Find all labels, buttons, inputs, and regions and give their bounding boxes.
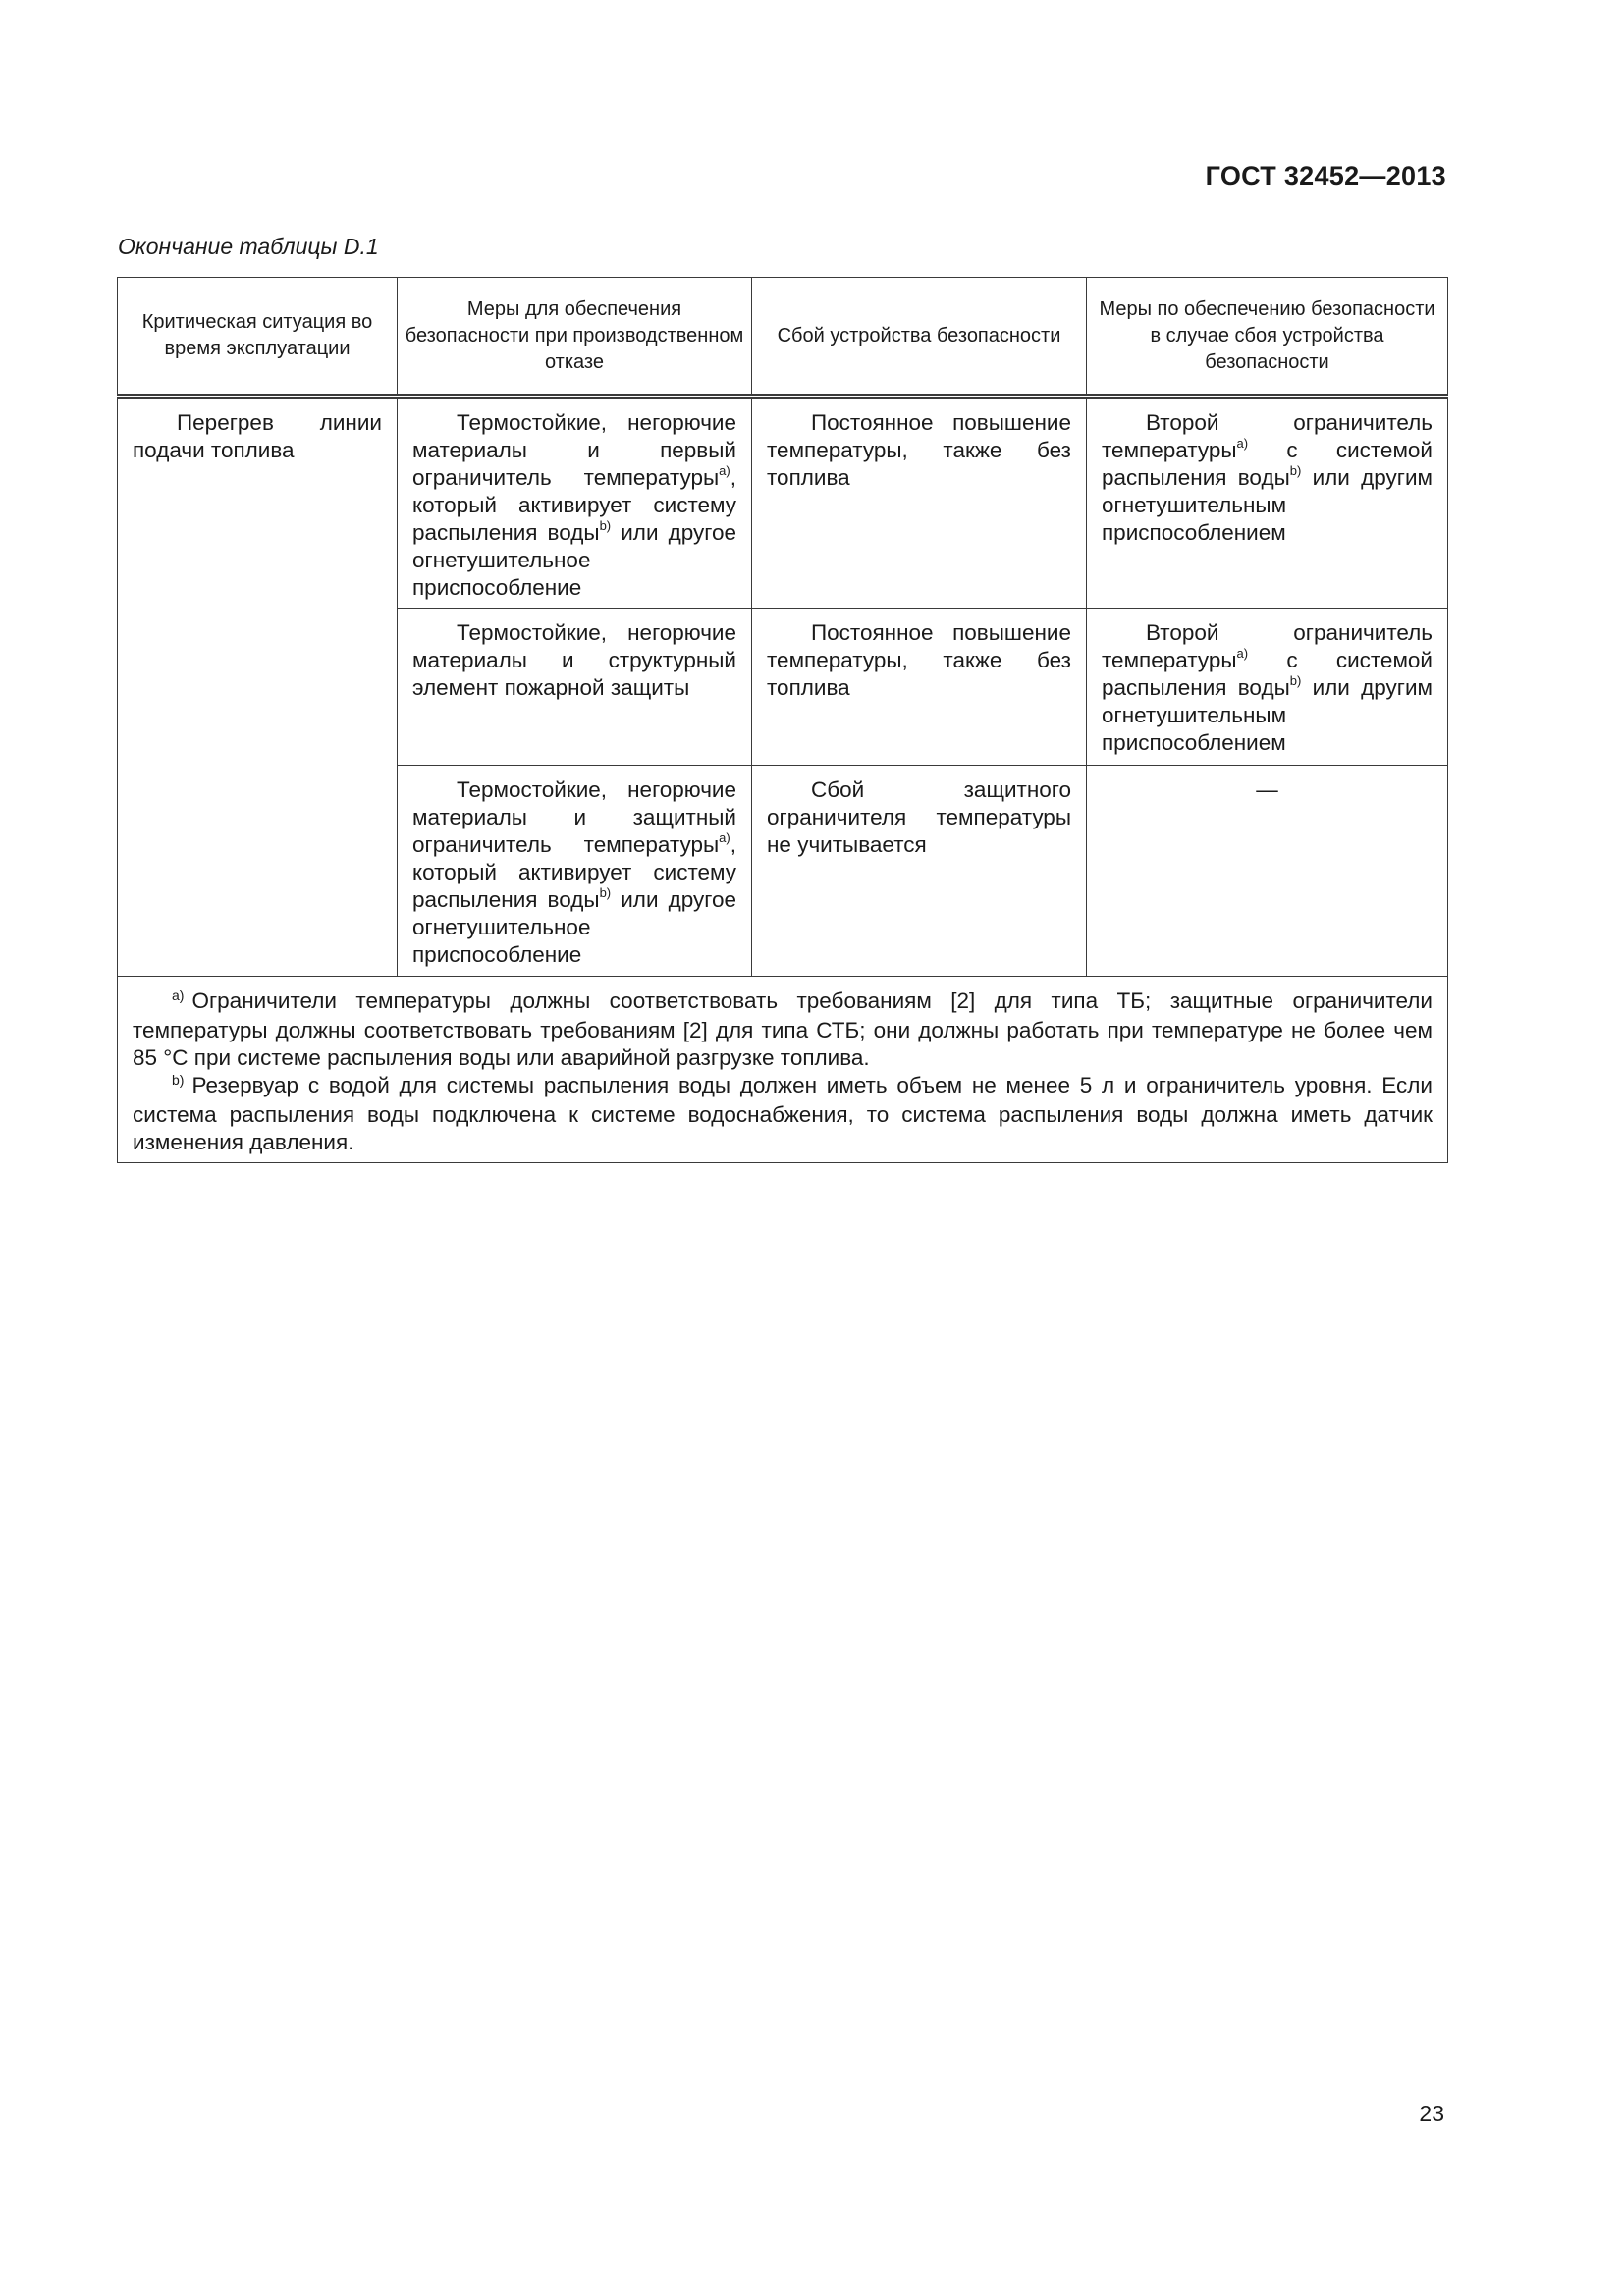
cell-text: или другим огнетушительным приспособлением (1102, 465, 1433, 545)
page-number: 23 (1419, 2101, 1444, 2126)
footnote-ref-a: а) (1236, 645, 1249, 661)
failure-measures-cell: — (1087, 766, 1448, 977)
cell-text: или другое огнетушительное приспособление (412, 520, 736, 600)
cell-text: с системой распыления воды (1102, 648, 1433, 700)
cell-text: или другим огнетушительным приспособлением (1102, 675, 1433, 755)
cell-text: Второй ограничитель температуры (1102, 620, 1433, 672)
footnote-ref-b: b) (1289, 462, 1302, 478)
footnote-ref-a: а) (1236, 435, 1249, 451)
footnote-text: Ограничители температуры должны соответствовать требованиям [2] для типа ТБ; защитные ограничители температуры должны соответствовать требованиям [2] для типа СТБ; они должны работать при температуре не более чем 85 °С при системе распыления воды или аварийной разгрузке топлива. (133, 988, 1433, 1070)
failure-cell: Постоянное повышение температуры, также без топлива (752, 609, 1087, 766)
failure-cell: Сбой защитного ограничителя температуры не учитывается (752, 766, 1087, 977)
document-code: ГОСТ 32452—2013 (1205, 161, 1446, 190)
table-notes (118, 977, 1448, 1163)
measures-cell: Термостойкие, негорючие материалы и структурный элемент пожарной защиты (398, 609, 752, 766)
table-row (118, 397, 1448, 609)
column-header-failure: Сбой устройства безопасности (752, 278, 1087, 397)
cell-text: с системой распыления воды (1102, 438, 1433, 490)
cell-text: или другое огнетушительное приспособление (412, 887, 736, 967)
cell-text: Термостойкие, негорючие материалы и защитный ограничитель температуры (412, 777, 736, 857)
table-notes-row (118, 977, 1448, 1163)
footnote-ref-b: b) (1289, 672, 1302, 688)
failure-measures-cell (1087, 397, 1448, 609)
footnote-a (133, 988, 1433, 1072)
column-header-measures: Меры для обеспечения безопасности при производственном отказе (398, 278, 752, 397)
table-caption: Окончание таблицы D.1 (118, 234, 379, 259)
column-header-situation: Критическая ситуация во время эксплуатации (118, 278, 398, 397)
footnote-ref-b: b) (599, 884, 612, 900)
measures-cell (398, 766, 752, 977)
cell-text: Термостойкие, негорючие материалы и первый ограничитель температуры (412, 410, 736, 490)
footnote-ref-a: а) (719, 829, 730, 845)
situation-cell: Перегрев линии подачи топлива (118, 397, 398, 977)
failure-measures-cell (1087, 609, 1448, 766)
failure-cell: Постоянное повышение температуры, также без топлива (752, 397, 1087, 609)
safety-measures-table (117, 277, 1448, 1163)
cell-text: Второй ограничитель температуры (1102, 410, 1433, 462)
footnote-text: Резервуар с водой для системы распыления воды должен иметь объем не менее 5 л и ограничитель уровня. Если система распыления воды подключена к системе водоснабжения, то система распыления воды должна иметь датчик изменения давления. (133, 1073, 1433, 1154)
column-header-failure-measures: Меры по обеспечению безопасности в случае сбоя устройства безопасности (1087, 278, 1448, 397)
footnote-ref-b: b) (599, 517, 612, 533)
footnote-mark: а) (172, 988, 185, 1003)
measures-cell (398, 397, 752, 609)
cell-text: , который активирует систему распыления воды (412, 465, 736, 545)
table-header-row (118, 278, 1448, 397)
footnote-ref-a: а) (719, 462, 730, 478)
footnote-b (133, 1072, 1433, 1156)
footnote-mark: b) (172, 1072, 185, 1088)
cell-text: , который активирует систему распыления воды (412, 832, 736, 912)
